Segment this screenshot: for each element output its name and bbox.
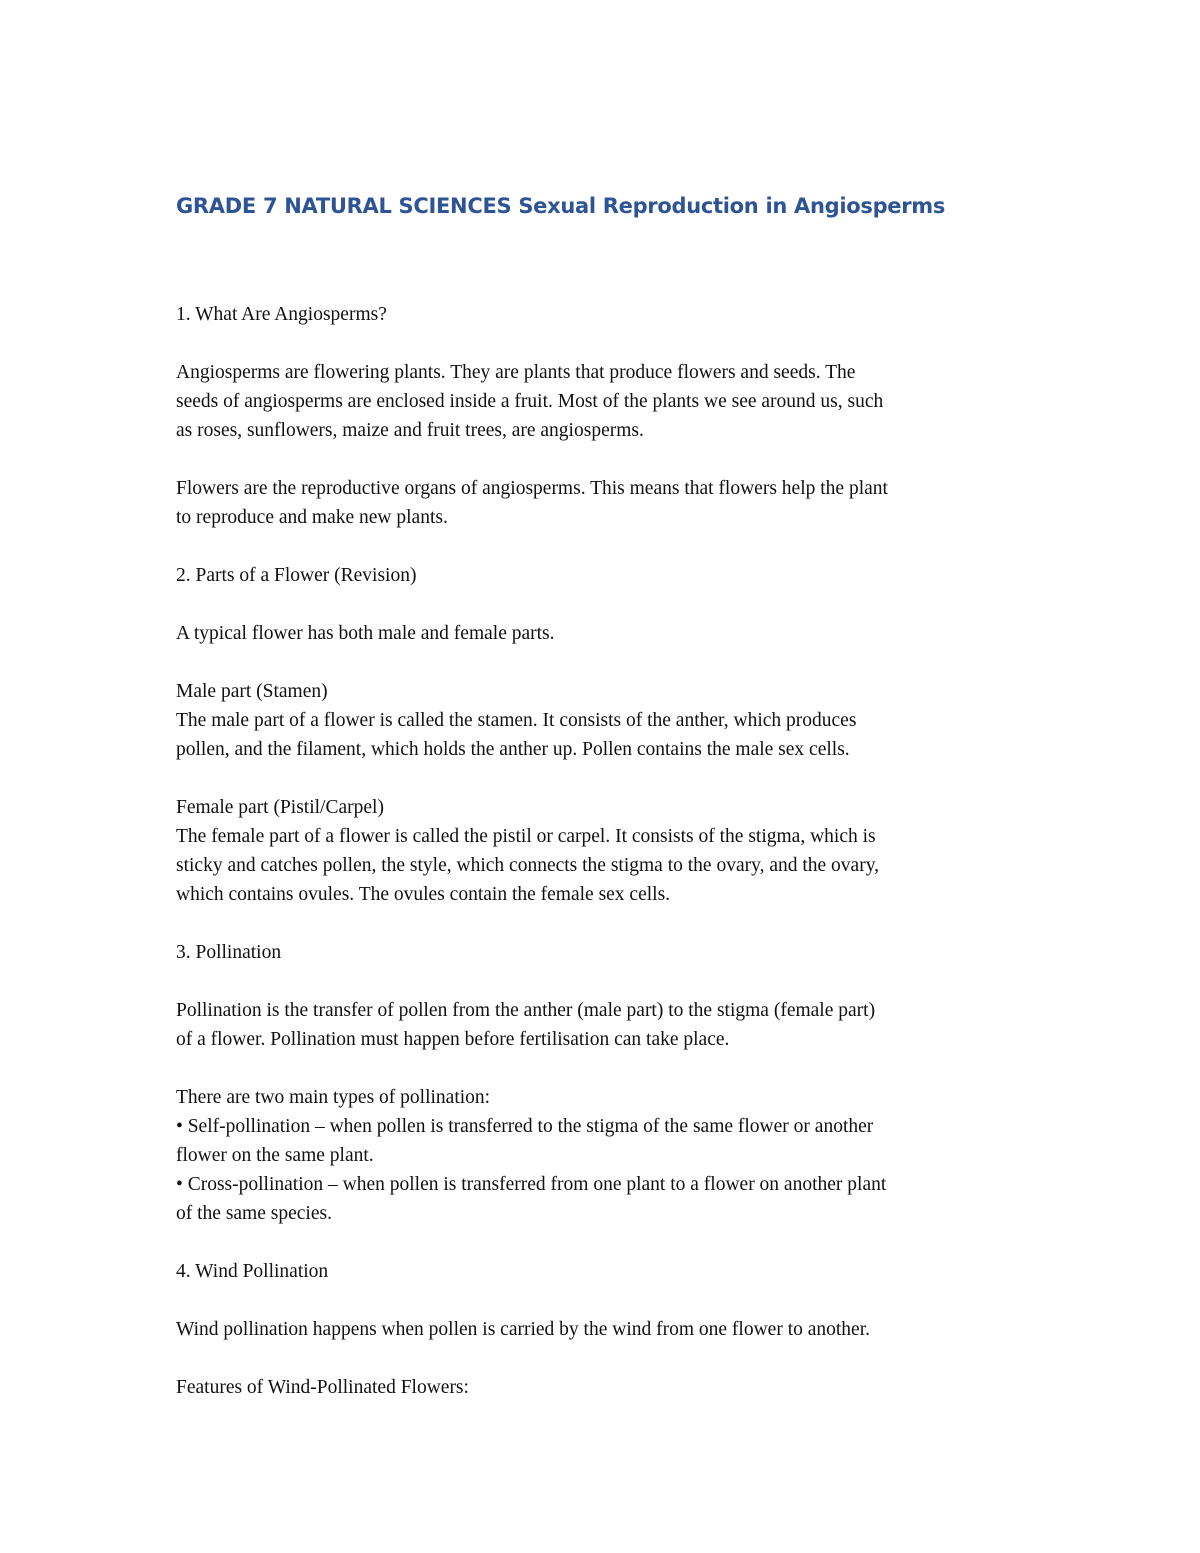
spacer: [176, 329, 1036, 358]
spacer: [176, 445, 1036, 474]
female-part-line: sticky and catches pollen, the style, which connects the stigma to the ovary, and the ovary,: [176, 855, 880, 876]
spacer: [176, 1344, 1036, 1373]
spacer: [176, 1286, 1036, 1315]
section-4-features-heading: Features of Wind-Pollinated Flowers:: [176, 1377, 469, 1398]
spacer: [176, 967, 1036, 996]
female-part-line: The female part of a flower is called the pistil or carpel. It consists of the stigma, which is: [176, 826, 876, 847]
section-3-paragraph-1-line: of a flower. Pollination must happen before fertilisation can take place.: [176, 1029, 730, 1050]
bullet-cross-pollination: • Cross-pollination – when pollen is transferred from one plant to a flower on another plant: [176, 1174, 887, 1195]
section-2-heading: 2. Parts of a Flower (Revision): [176, 565, 417, 586]
spacer: [176, 648, 1036, 677]
section-3-heading: 3. Pollination: [176, 942, 282, 963]
bullet-self-pollination: • Self-pollination – when pollen is transferred to the stigma of the same flower or another: [176, 1116, 874, 1137]
section-4-paragraph: Wind pollination happens when pollen is carried by the wind from one flower to another.: [176, 1319, 871, 1340]
section-3-paragraph-1-line: Pollination is the transfer of pollen from the anther (male part) to the stigma (female part): [176, 1000, 876, 1021]
document-body: [176, 190, 1036, 1402]
spacer: [176, 532, 1036, 561]
section-2-paragraph: A typical flower has both male and female parts.: [176, 623, 555, 644]
section-1-paragraph-1-line: seeds of angiosperms are enclosed inside a fruit. Most of the plants we see around us, such: [176, 391, 884, 412]
section-3-paragraph-2-line: There are two main types of pollination:: [176, 1087, 491, 1108]
male-part-line: pollen, and the filament, which holds the anther up. Pollen contains the male sex cells.: [176, 739, 850, 760]
female-part-line: which contains ovules. The ovules contain the female sex cells.: [176, 884, 671, 905]
section-1-paragraph-1-line: as roses, sunflowers, maize and fruit trees, are angiosperms.: [176, 420, 644, 441]
bullet-self-pollination-cont: flower on the same plant.: [176, 1145, 374, 1166]
section-1-heading: 1. What Are Angiosperms?: [176, 304, 387, 325]
female-part-heading: Female part (Pistil/Carpel): [176, 797, 384, 818]
section-1-paragraph-1-line: Angiosperms are flowering plants. They are plants that produce flowers and seeds. The: [176, 362, 856, 383]
male-part-heading: Male part (Stamen): [176, 681, 328, 702]
section-4-heading: 4. Wind Pollination: [176, 1261, 329, 1282]
spacer: [176, 764, 1036, 793]
document-title: GRADE 7 NATURAL SCIENCES Sexual Reproduction in Angiosperms: [176, 194, 946, 218]
spacer: [176, 222, 1036, 300]
section-1-paragraph-2-line: to reproduce and make new plants.: [176, 507, 448, 528]
spacer: [176, 1228, 1036, 1257]
spacer: [176, 909, 1036, 938]
section-1-paragraph-2-line: Flowers are the reproductive organs of angiosperms. This means that flowers help the plant: [176, 478, 888, 499]
spacer: [176, 590, 1036, 619]
spacer: [176, 1054, 1036, 1083]
bullet-cross-pollination-cont: of the same species.: [176, 1203, 332, 1224]
male-part-line: The male part of a flower is called the stamen. It consists of the anther, which produces: [176, 710, 857, 731]
